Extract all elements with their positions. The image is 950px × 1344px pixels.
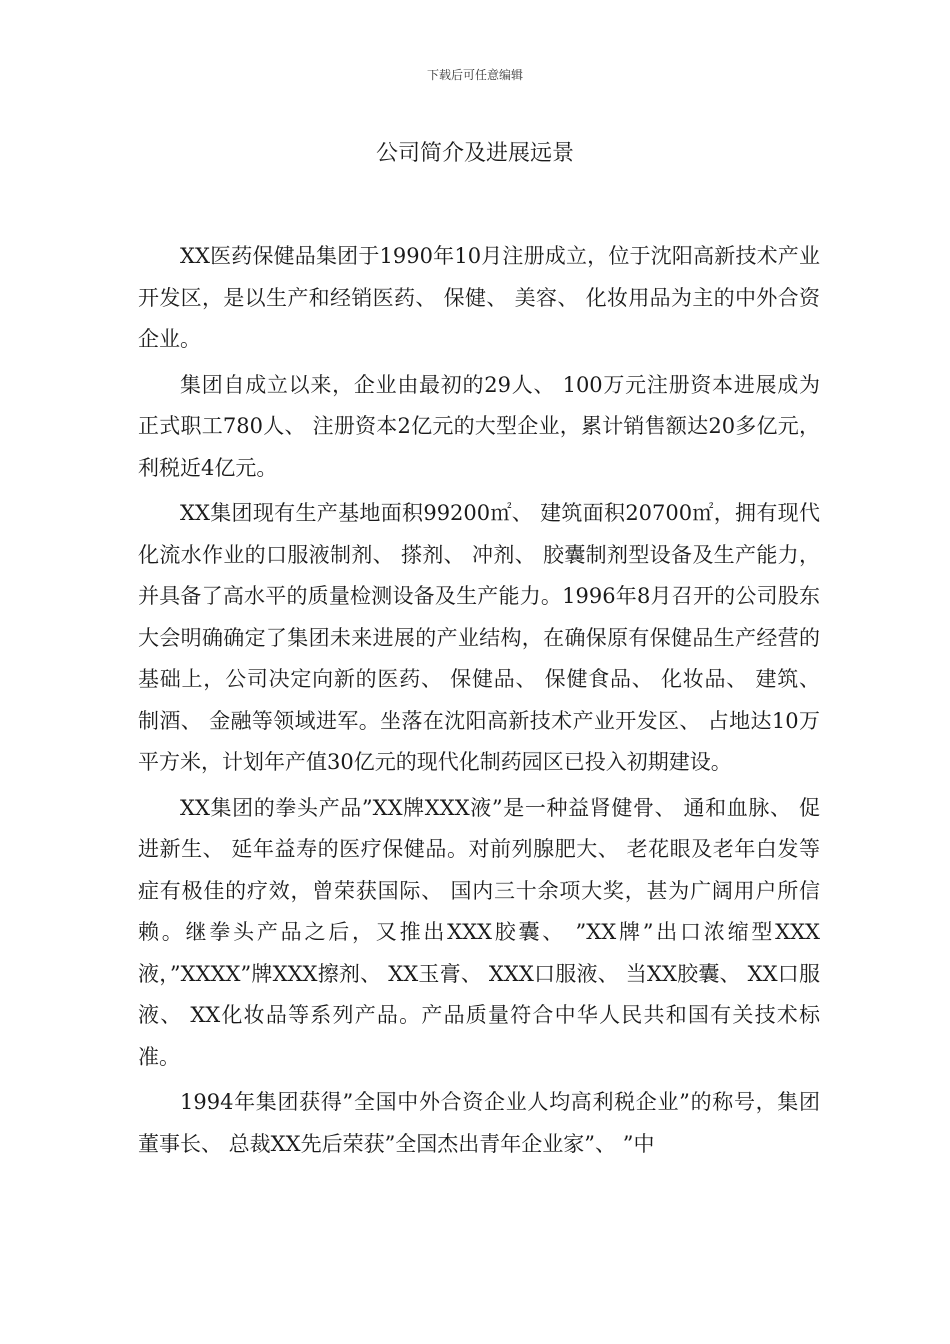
document-title: 公司简介及进展远景 xyxy=(375,141,574,166)
paragraph-facilities: XX集团现有生产基地面积99200㎡、 建筑面积20700㎡，拥有现代化流水作业的口服液制剂、 搽剂、 冲剂、 胶囊制剂型设备及生产能力，并具备了高水平的质量检测设备及生产能力。1996年8月召开的公司股东大会明确确定了集团未来进展的产业结构，在确保原有保健品生产经营的基础上，公司决定向新的医药、 保健品、 保健食品、 化妆品、 建筑、 制酒、 金融等领域进军。坐落在沈阳高新技术产业开发区、 占地达10万平方米，计划年产值30亿元的现代化制药园区已投入初期建设。 xyxy=(138,501,820,774)
paragraph-products: XX集团的拳头产品”XX牌XXX液”是一种益肾健骨、 通和血脉、 促进新生、 延年益寿的医疗保健品。对前列腺肥大、 老花眼及老年白发等症有极佳的疗效，曾荣获国际、 国内三十余项大奖，甚为广阔用户所信赖。继拳头产品之后，又推出XXX胶囊、 ”XX牌”出口浓缩型XXX液，”XXXX”牌XXX擦剂、 XX玉膏、 XXX口服液、 当XX胶囊、 XX口服液、 XX化妆品等系列产品。产品质量符合中华人民共和国有关技术标准。 xyxy=(138,795,820,1069)
paragraph-founding: XX医药保健品集团于1990年10月注册成立，位于沈阳高新技术产业开发区，是以生产和经销医药、 保健、 美容、 化妆用品为主的中外合资企业。 xyxy=(138,244,820,351)
document-body xyxy=(138,236,820,1169)
paragraph-honors: 1994年集团获得”全国中外合资企业人均高利税企业”的称号，集团董事长、 总裁XX先后荣获”全国杰出青年企业家”、 ”中 xyxy=(138,1090,820,1156)
header-note: 下载后可任意编辑 xyxy=(426,68,523,82)
paragraph-growth: 集团自成立以来，企业由最初的29人、 100万元注册资本进展成为正式职工780人、 注册资本2亿元的大型企业，累计销售额达20多亿元，利税近4亿元。 xyxy=(138,372,820,480)
